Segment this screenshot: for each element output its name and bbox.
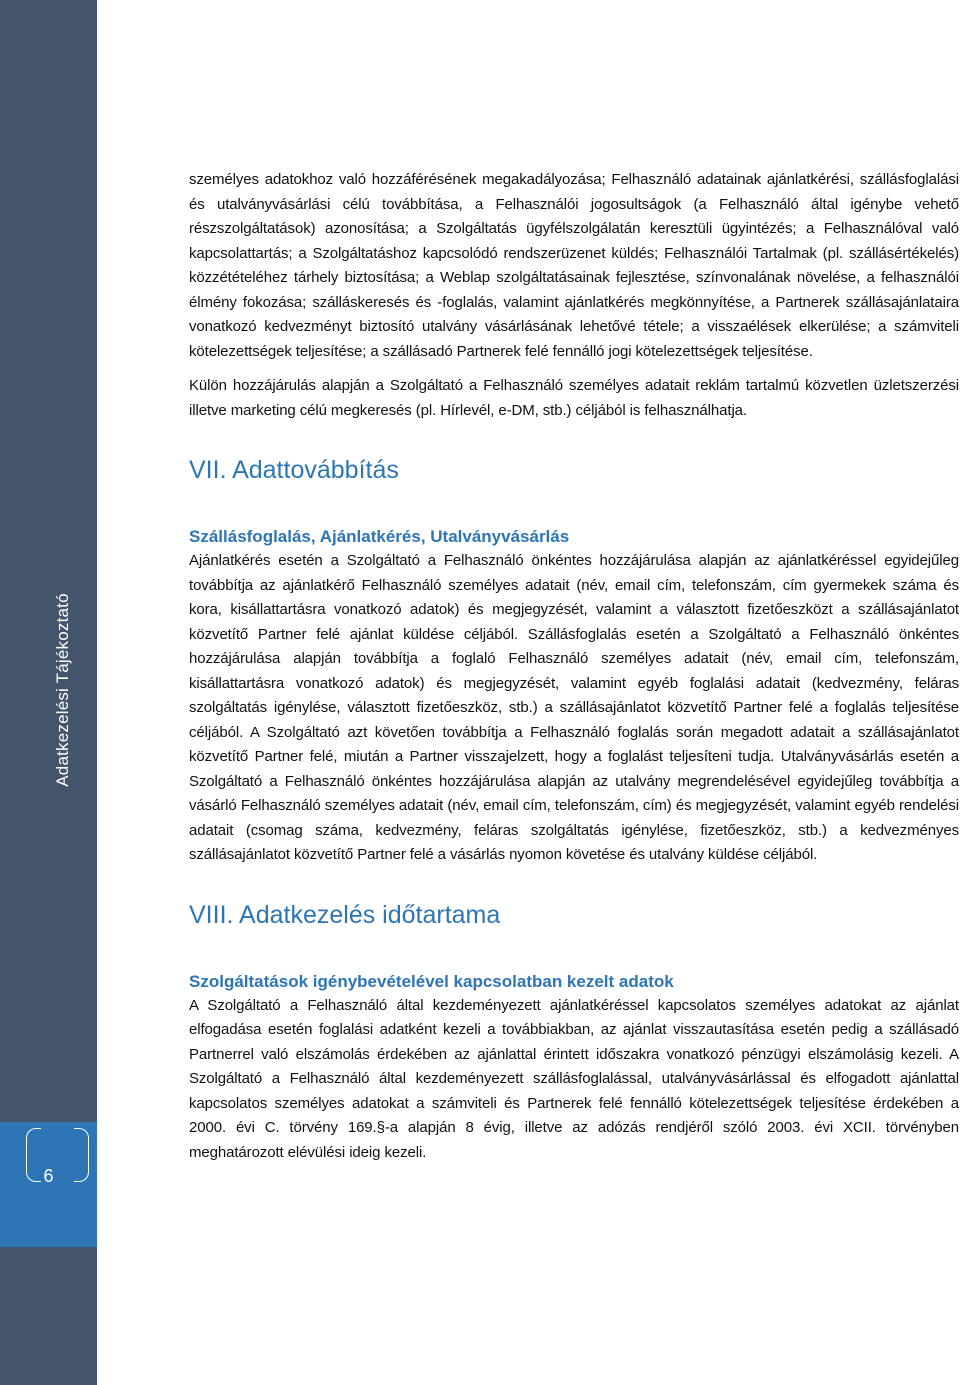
page-number-box <box>0 1122 97 1247</box>
section-8-heading: VIII. Adatkezelés időtartama <box>189 900 501 929</box>
intro-paragraph-2: Külön hozzájárulás alapján a Szolgáltató a Felhasználó személyes adatait reklám tartalmú közvetlen üzletszerzési illetve marketing célú megkeresés (pl. Hírlevél, e-DM, stb.) céljából is felhasználhatja. <box>189 377 959 419</box>
sidebar <box>0 0 97 1385</box>
intro-paragraph-1: személyes adatokhoz való hozzáférésének megakadályozása; Felhasználó adatainak ajánlatkérési, szállásfoglalási és utalványvásárlási célú továbbítása, a Felhasználói jogosultságok (a Felhasználó által igénybe vehető részszolgáltatások) azonosítása; a Szolgáltatás ügyfélszolgálatán keresztüli ügyintézés; a Felhasználóval való kapcsolattartás; a Szolgáltatáshoz kapcsolódó rendszerüzenet küldés; Felhasználói Tartalmak (pl. szállásértékelés) közzétételéhez tárhely biztosítása; a Weblap szolgáltatásainak fejlesztése, színvonalának növelése, a felhasználói élmény fokozása; szálláskeresés és -foglalás, valamint ajánlatkérés megkönnyítése, a Partnerek szállásajánlataira vonatkozó kedvezményt biztosító utalvány vásárlásának lehetővé tétele; a visszaélések elkerülése; a számviteli kötelezettségek teljesítése; a szállásadó Partnerek felé fennálló jogi kötelezettségek teljesítése. <box>189 171 959 360</box>
page-content <box>189 168 959 1165</box>
section-8-body: A Szolgáltató a Felhasználó által kezdeményezett ajánlatkéréssel kapcsolatos személyes adatokat az ajánlat elfogadása esetén foglalási adatként kezeli a továbbiakban, az ajánlat visszautasítása esetén pedig a szállásadó Partnerrel való elszámolás érdekében az ajánlattal érintett időszakra vonatkozó pénzügyi elszámolásig kezeli. A Szolgáltató a Felhasználó által kezdeményezett szállásfoglalással, utalványvásárlással és elfogadott ajánlattal kapcsolatos személyes adatokat a számviteli és Partnerek felé fennálló kötelezettségek teljesítése érdekében a 2000. évi C. törvény 169.§-a alapján 8 évig, illetve az adózás rendjéről szóló 2003. évi XCII. törvényben meghatározott elévülési ideig kezeli. <box>189 996 959 1161</box>
section-8-subheading: Szolgáltatások igénybevételével kapcsolatban kezelt adatok <box>189 971 674 991</box>
document-title-vertical: Adatkezelési Tájékoztató <box>53 593 72 787</box>
section-7-subheading: Szállásfoglalás, Ajánlatkérés, Utalványvásárlás <box>189 527 570 546</box>
section-7-body: Ajánlatkérés esetén a Szolgáltató a Felhasználó önkéntes hozzájárulása alapján az ajánlatkéréssel egyidejűleg továbbítja az ajánlatkérő Felhasználó személyes adatait (név, email cím, telefonszám, cím gyermekek száma és kora, kisállattartásra vonatkozó adatok) és megjegyzését, valamint a választott fizetőeszközt a szállásajánlatot közvetítő Partner felé ajánlat küldése céljából. Szállásfoglalás esetén a Szolgáltató a Felhasználó önkéntes hozzájárulása alapján továbbítja a foglaló Felhasználó személyes adatait (név, email cím, telefonszám, kisállattartásra vonatkozó adatok) és megjegyzését, valamint egyéb foglalási adatait (kedvezmény, feláras szolgáltatás igénylése, választott fizetőeszköz, stb.) a szállásajánlatot közvetítő Partner felé a foglalás teljesítése céljából. A Szolgáltató azt követően továbbítja a Felhasználó foglalás során megadott adatait a szállásajánlatot közvetítő Partner felé, miután a Partner visszajelzett, hogy a foglalást teljesíteni tudja. Utalványvásárlás esetén a Szolgáltató a Felhasználó önkéntes hozzájárulása alapján az utalvány megrendelésével egyidejűleg továbbítja a vásárló Felhasználó személyes adatait (név, email cím, telefonszám, cím) és megjegyzését, valamint egyéb rendelési adatait (csomag száma, kedvezmény, feláras szolgáltatás igénylése, fizetőeszköz, stb.) a kedvezményes szállásajánlatot közvetítő Partner felé a vásárlás nyomon követése és utalvány küldése céljából. <box>189 552 959 863</box>
page-number: 6 <box>43 1166 54 1186</box>
section-7-heading: VII. Adattovábbítás <box>189 456 399 484</box>
